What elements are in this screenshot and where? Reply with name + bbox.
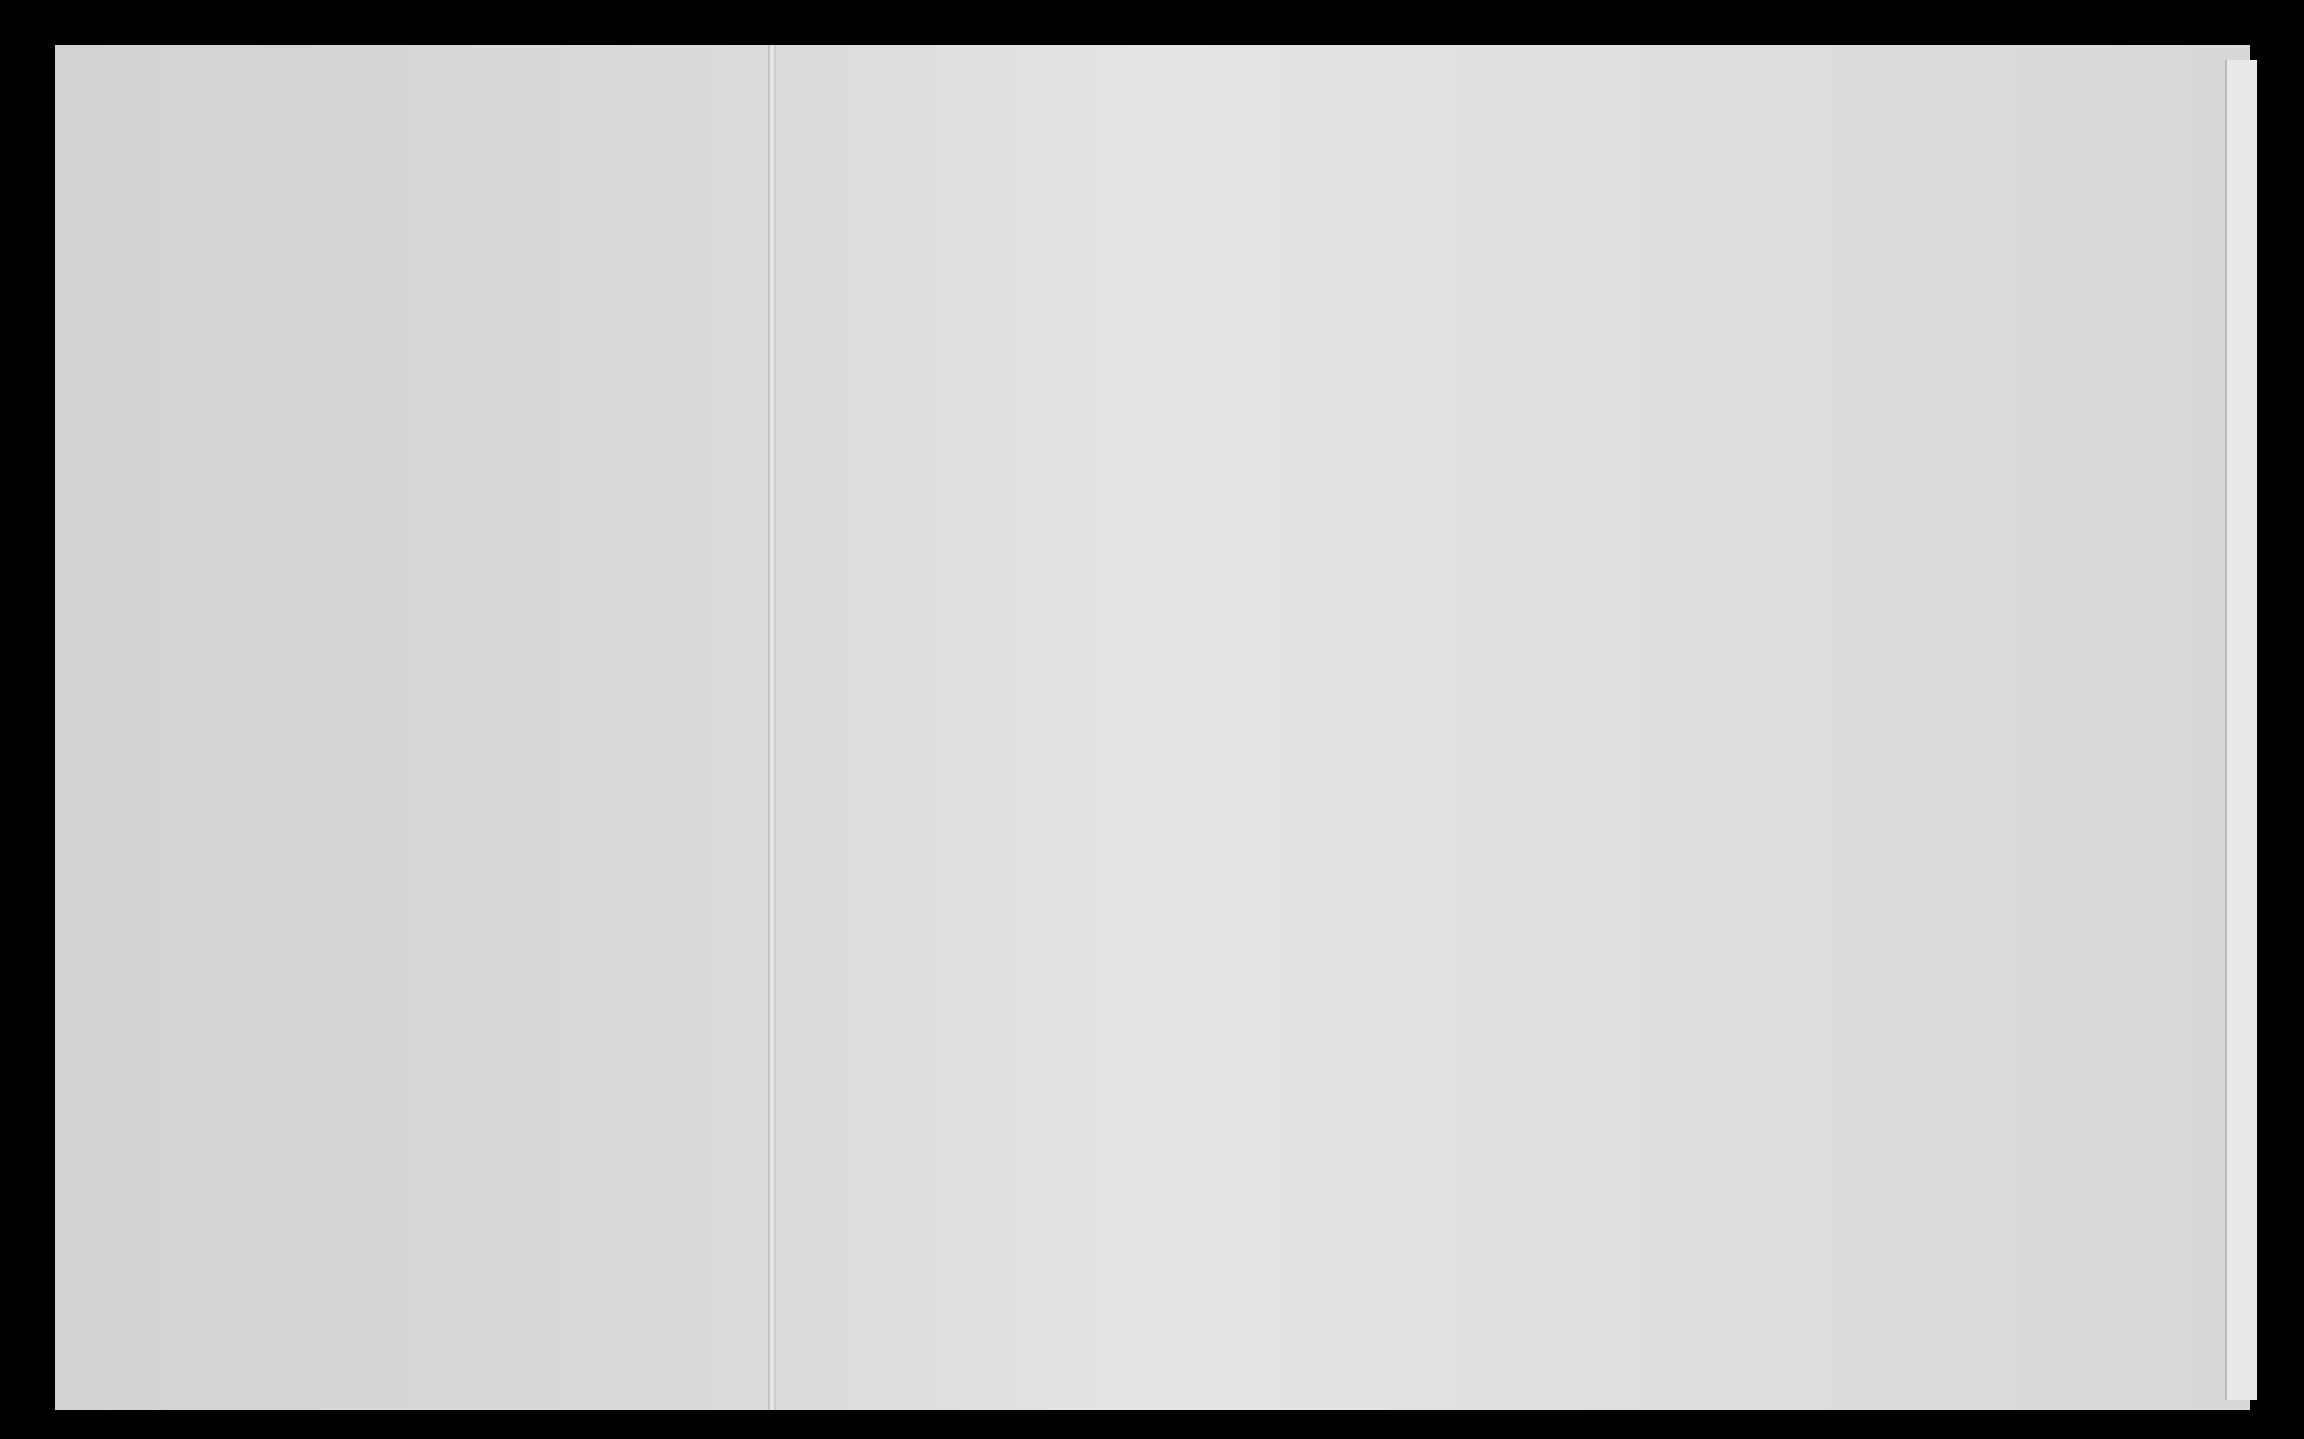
sheet-edge: [2225, 60, 2257, 1400]
census-sheet: [55, 45, 2250, 1410]
page-fold: [768, 45, 776, 1410]
